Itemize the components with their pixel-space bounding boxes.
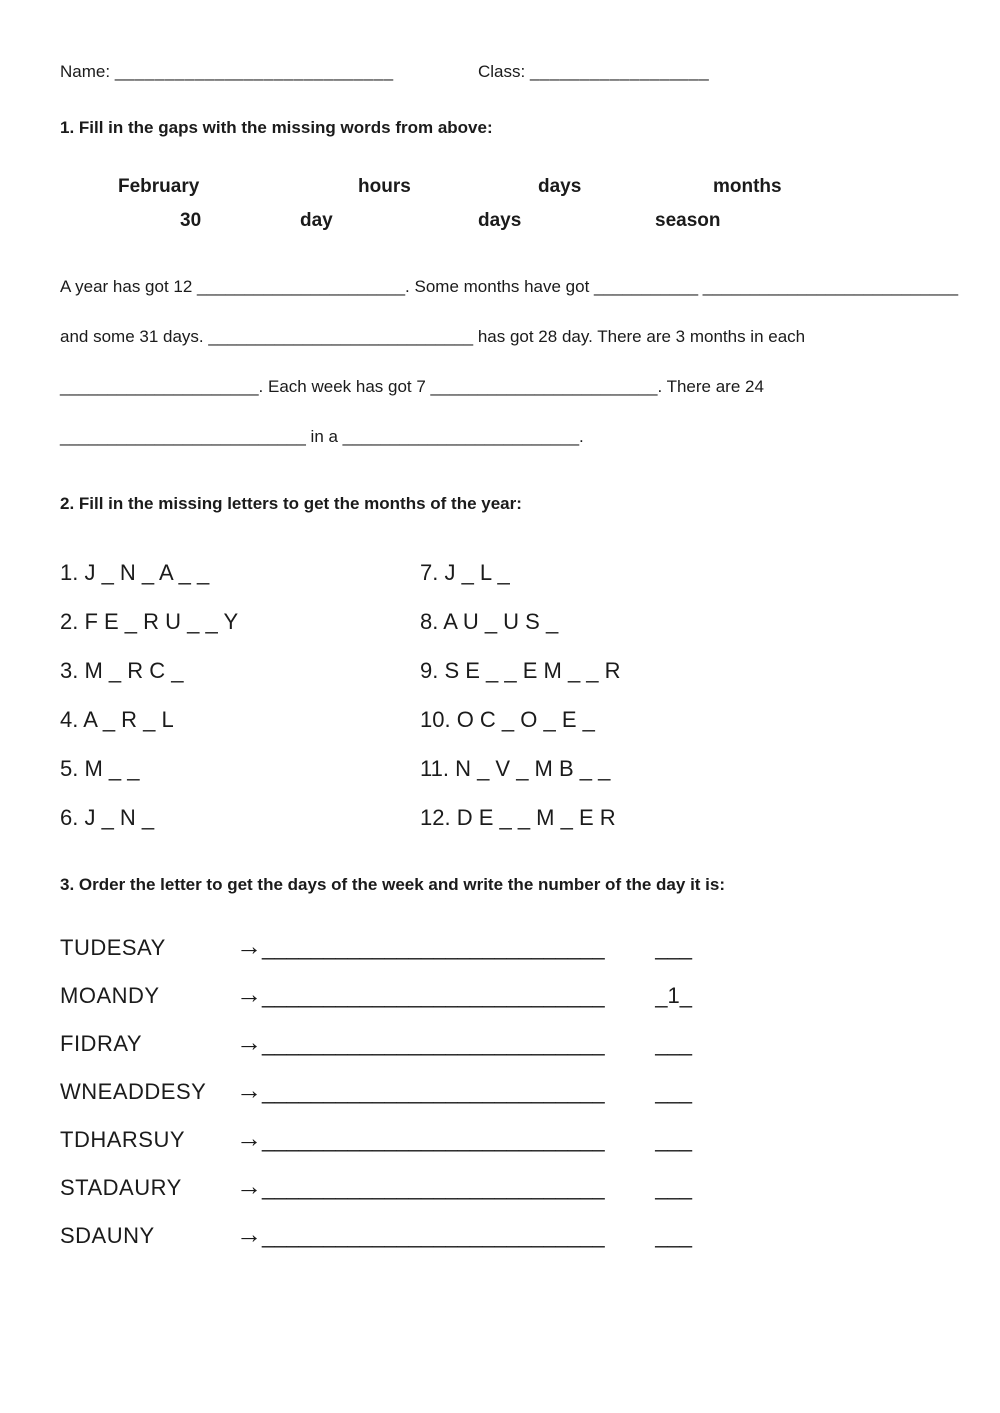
wordbank-word-30: 30 [180, 210, 202, 231]
month-item-august: 8. A U _ U S _ [420, 609, 559, 634]
day-number-line[interactable]: ___ [655, 1127, 692, 1152]
scrambled-day-label: WNEADDESY [60, 1079, 207, 1104]
class-blank-line[interactable]: __________________ [529, 62, 710, 81]
arrow-icon: → [236, 1123, 262, 1153]
wordbank-word-season: season [655, 210, 721, 231]
day-answer-line[interactable]: ____________________________ [262, 1127, 605, 1152]
day-number-line[interactable]: ___ [655, 935, 692, 960]
day-row-tdharsuy [60, 1114, 692, 1162]
section2-title: 2. Fill in the missing letters to get the months of the year: [60, 494, 522, 513]
class-label: Class: [478, 62, 526, 81]
day-row-moandy [60, 970, 692, 1018]
day-row-fidray [60, 1018, 692, 1066]
wordbank-word-days2: days [478, 210, 522, 231]
paragraph-line-1: A year has got 12 ______________________. Some months have got ___________ ___________________________ [60, 277, 959, 296]
month-item-october: 10. O C _ O _ E _ [420, 707, 595, 732]
arrow-icon: → [236, 979, 262, 1009]
month-item-december: 12. D E _ _ M _ E R [420, 805, 616, 830]
day-number-line[interactable]: ___ [655, 1175, 692, 1200]
arrow-icon: → [236, 1027, 262, 1057]
arrow-icon: → [236, 1075, 262, 1105]
arrow-icon: → [236, 931, 262, 961]
gap-fill-paragraph [60, 262, 959, 462]
day-answer-line[interactable]: ____________________________ [262, 983, 605, 1008]
day-answer-line[interactable]: ____________________________ [262, 1175, 605, 1200]
class-field [478, 62, 709, 82]
scrambled-day-label: FIDRAY [60, 1031, 143, 1056]
day-number-line[interactable]: ___ [655, 1079, 692, 1104]
day-answer-line[interactable]: ____________________________ [262, 1079, 605, 1104]
month-item-may: 5. M _ _ [60, 756, 140, 781]
scrambled-day-label: STADAURY [60, 1175, 182, 1200]
month-item-january: 1. J _ N _ A _ _ [60, 560, 210, 585]
scrambled-day-label: MOANDY [60, 983, 160, 1008]
wordbank-word-day: day [300, 210, 333, 231]
paragraph-line-4: __________________________ in a _________________________. [60, 427, 584, 446]
day-number-line[interactable]: _1_ [655, 983, 692, 1008]
scrambled-day-label: SDAUNY [60, 1223, 155, 1248]
day-number-line[interactable]: ___ [655, 1031, 692, 1056]
arrow-icon: → [236, 1171, 262, 1201]
arrow-icon: → [236, 1219, 262, 1249]
name-blank-line[interactable]: ____________________________ [114, 62, 394, 81]
month-item-september: 9. S E _ _ E M _ _ R [420, 658, 621, 683]
wordbank-word-months: months [713, 176, 782, 197]
section1-title: 1. Fill in the gaps with the missing words from above: [60, 118, 493, 137]
section3-title: 3. Order the letter to get the days of the week and write the number of the day it is: [60, 875, 726, 894]
month-item-march: 3. M _ R C _ [60, 658, 184, 683]
day-row-wneaddesy [60, 1066, 692, 1114]
month-item-april: 4. A _ R _ L [60, 707, 174, 732]
day-answer-line[interactable]: ____________________________ [262, 935, 605, 960]
scrambled-day-label: TDHARSUY [60, 1127, 186, 1152]
months-list-right [420, 548, 621, 842]
month-item-july: 7. J _ L _ [420, 560, 510, 585]
month-item-february: 2. F E _ R U _ _ Y [60, 609, 239, 634]
day-row-tudesay [60, 922, 692, 970]
paragraph-line-2: and some 31 days. ____________________________ has got 28 day. There are 3 months in each [60, 327, 806, 346]
month-item-june: 6. J _ N _ [60, 805, 155, 830]
day-row-stadaury [60, 1162, 692, 1210]
day-number-line[interactable]: ___ [655, 1223, 692, 1248]
name-label: Name: [60, 62, 111, 81]
wordbank-word-days: days [538, 176, 582, 197]
day-answer-line[interactable]: ____________________________ [262, 1031, 605, 1056]
day-row-sdauny [60, 1210, 692, 1258]
days-list [60, 922, 692, 1258]
month-item-november: 11. N _ V _ M B _ _ [420, 756, 611, 781]
name-field [60, 62, 394, 82]
paragraph-line-3: _____________________. Each week has got 7 ________________________. There are 24 [60, 377, 764, 396]
day-answer-line[interactable]: ____________________________ [262, 1223, 605, 1248]
scrambled-day-label: TUDESAY [60, 935, 166, 960]
wordbank-word-february: February [118, 176, 200, 197]
months-list-left [60, 548, 238, 842]
wordbank-word-hours: hours [358, 176, 411, 197]
